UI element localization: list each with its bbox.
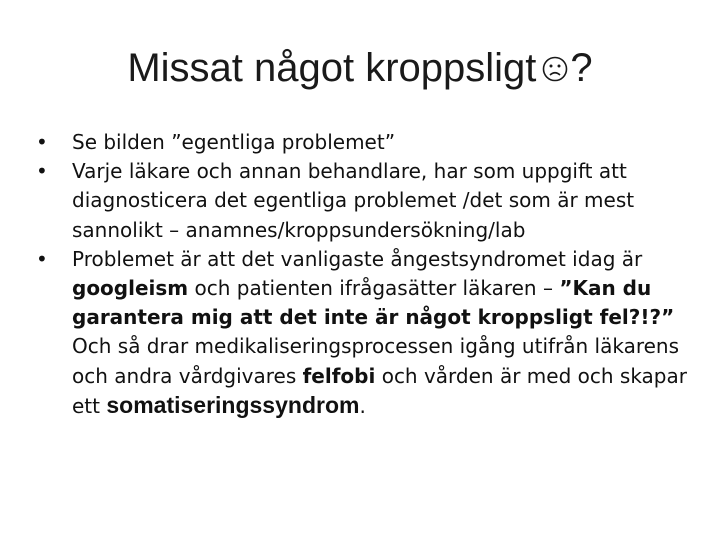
bullet-text-3b: och patienten ifrågasätter läkaren – [188,276,560,301]
bullet-text-3d: och vården är med och skapar ett [72,363,687,418]
slide-title [0,42,720,94]
title-text: Missat något kroppsligt [127,46,537,90]
bold-felfobi: felfobi [302,363,376,388]
bold-somatiseringssyndrom: somatiseringssyndrom [106,391,360,418]
bullet-text-2: Varje läkare och annan behandlare, har som uppgift att diagnosticera det egentliga problemet /det som är mest sannolikt – anamnes/kroppsundersökning/lab [72,159,635,242]
bullet-item-2 [32,157,704,245]
bullet-text-3e: . [359,393,366,418]
bullet-item-3 [32,245,704,421]
bullet-text-3a: Problemet är att det vanligaste ångestsyndromet idag är [72,246,643,271]
bullet-list [32,128,704,421]
bullet-text-3c: Och så drar medikaliseringsprocessen igång utifrån läkarens och andra vårdgivares [72,334,680,388]
bold-quote: ”Kan du garantera mig att det inte är något kroppsligt fel?!?” [72,276,675,330]
bold-googleism: googleism [72,276,189,301]
bullet-text-1: Se bilden ”egentliga problemet” [72,130,396,154]
title-question-mark: ? [570,46,593,90]
frown-face-icon [542,56,568,82]
bullet-item-1 [32,128,704,157]
